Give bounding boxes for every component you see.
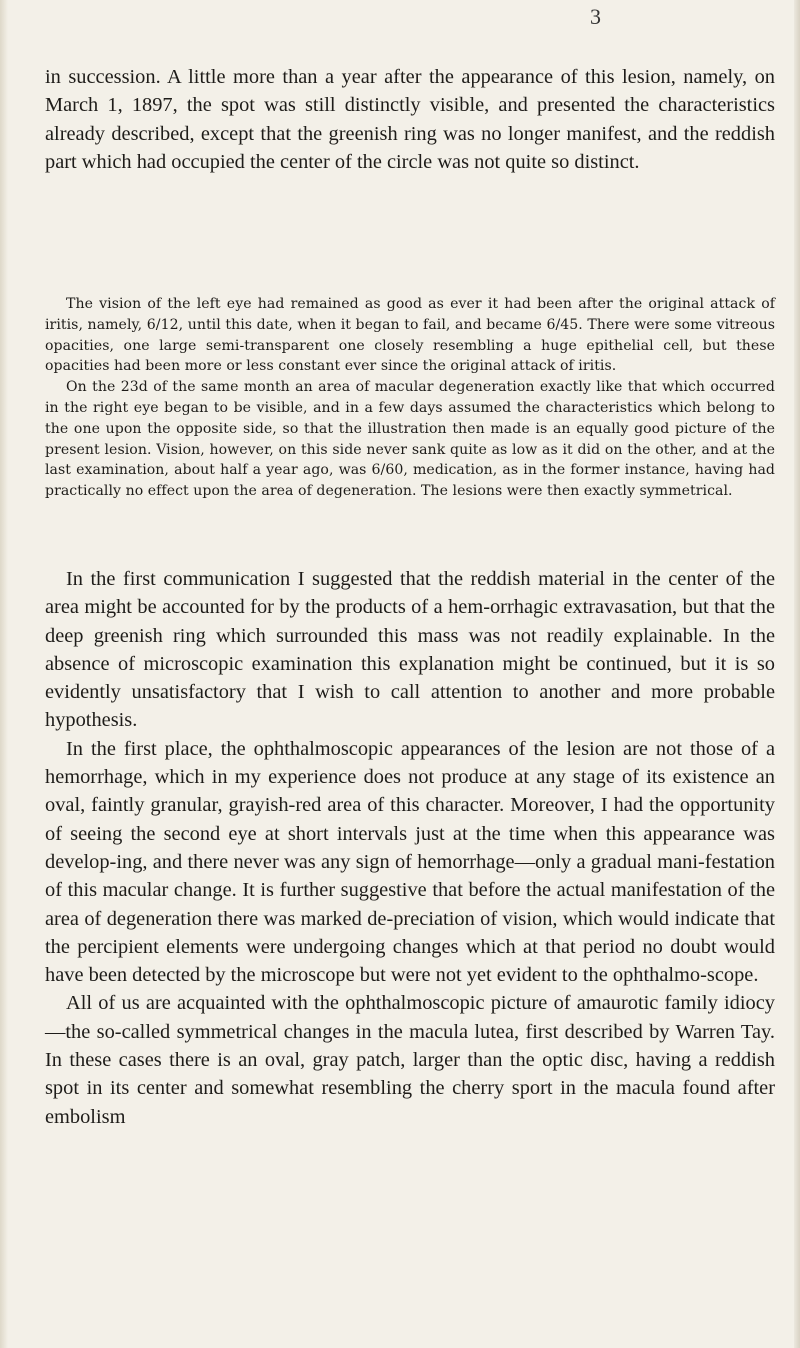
top-text-block	[45, 63, 775, 176]
paragraph-macular-degeneration: On the 23d of the same month an area of macular degeneration exactly like that which occurred in the right eye began to be visible, and in a few days assumed the characteristics which belong to the one upon the opposite side, so that the illustration then made is an equally good picture of the present lesion. Vision, however, on this side never sank quite as low as it did on the other, and at the last examination, about half a year ago, was 6/60, medication, as in the former instance, having had practically no effect upon the area of degeneration. The lesions were then exactly symmetrical.	[45, 379, 775, 500]
page-number: 3	[590, 4, 601, 29]
page-gutter-shadow	[0, 0, 8, 1348]
paragraph-first-place: In the first place, the ophthalmoscopic appearances of the lesion are not those of a hemorrhage, which in my experience does not produce at any stage of its existence an oval, faintly granular, grayish-red area of this character. Moreover, I had the opportunity of seeing the second eye at short intervals just at the time when this appearance was develop-ing, and there never was any sign of hemorrhage—only a gradual mani-festation of this macular change. It is further suggestive that before the actual manifestation of the area of degeneration there was marked de-preciation of vision, which would indicate that the percipient elements were undergoing changes which at that period no doubt would have been detected by the microscope but were not yet evident to the ophthalmo-scope.	[45, 737, 775, 987]
small-print-block	[45, 294, 775, 502]
paragraph-succession: in succession. A little more than a year after the appearance of this lesion, namely, on March 1, 1897, the spot was still distinctly visible, and presented the characteristics already described, except that the greenish ring was no longer manifest, and the reddish part which had occupied the center of the circle was not quite so distinct.	[45, 66, 775, 173]
main-text-block	[45, 565, 775, 1131]
page-edge-shadow	[794, 0, 800, 1348]
paragraph-first-communication: In the first communication I suggested that the reddish material in the center of the area might be accounted for by the products of a hem-orrhagic extravasation, but that the deep greenish ring which surrounded this mass was not readily explainable. In the absence of microscopic examination this explanation might be continued, but it is so evidently unsatisfactory that I wish to call attention to another and more probable hypothesis.	[45, 568, 775, 732]
paragraph-amaurotic-idiocy: All of us are acquainted with the ophthalmoscopic picture of amaurotic family idiocy—the so-called symmetrical changes in the macula lutea, first described by Warren Tay. In these cases there is an oval, gray patch, larger than the optic disc, having a reddish spot in its center and somewhat resembling the cherry sport in the macula found after embolism	[45, 992, 775, 1128]
paragraph-vision-left-eye: The vision of the left eye had remained as good as ever it had been after the original attack of iritis, namely, 6/12, until this date, when it began to fail, and became 6/45. There were some vitreous opacities, one large semi-transparent one closely resembling a huge epithelial cell, but these opacities had been more or less constant ever since the original attack of iritis.	[45, 296, 775, 375]
